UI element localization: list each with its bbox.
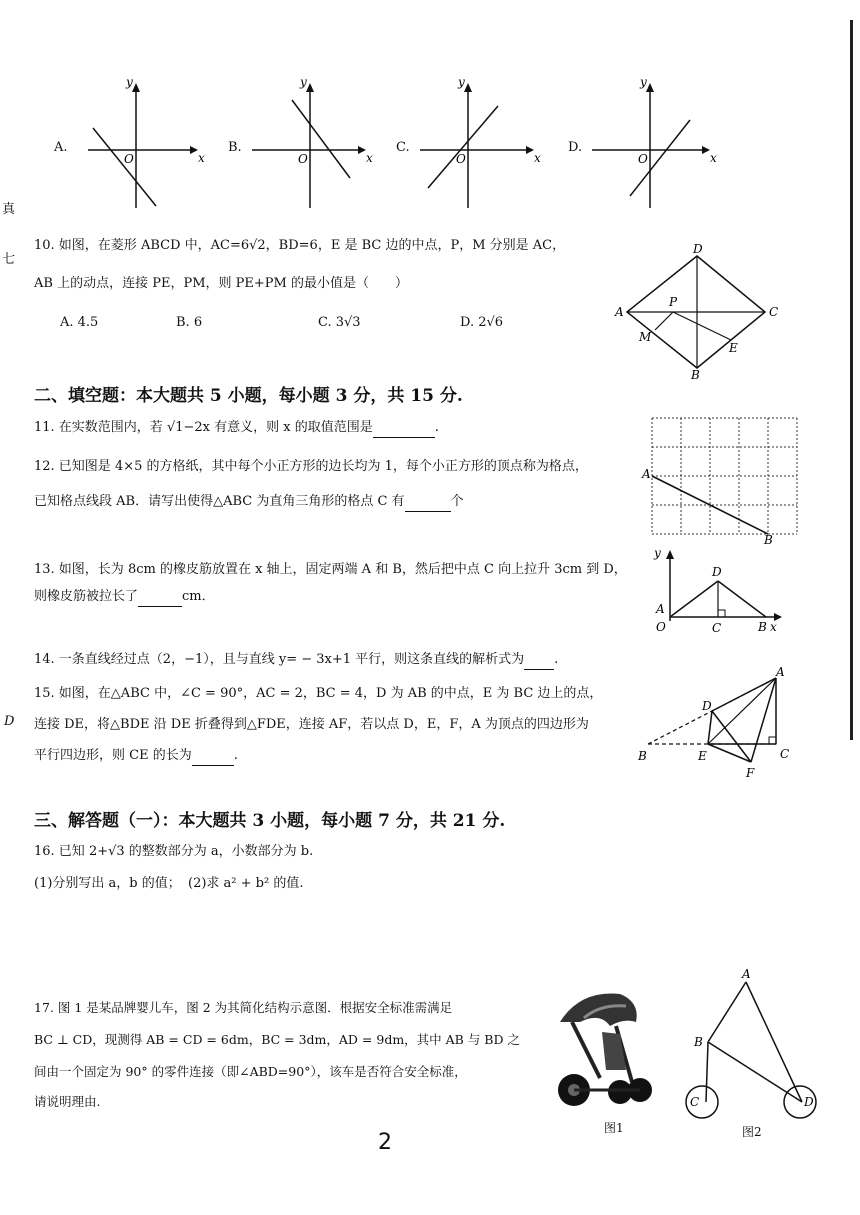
point-c-label: C bbox=[690, 1095, 700, 1109]
margin-mark: 七 bbox=[2, 252, 16, 267]
point-b-label: B bbox=[758, 620, 767, 634]
q9-graph-a bbox=[78, 78, 218, 213]
fig2-caption: 图2 bbox=[742, 1125, 762, 1139]
q9-option-label: C. bbox=[396, 140, 410, 155]
q14-answer-blank[interactable] bbox=[524, 669, 554, 670]
point-c-label: C bbox=[780, 747, 790, 761]
q10-rhombus-figure bbox=[605, 240, 795, 380]
point-b-label: B bbox=[764, 533, 773, 545]
q9-option-label: A. bbox=[54, 140, 68, 155]
x-axis-label: x bbox=[366, 151, 373, 165]
vertex-d-label: D bbox=[693, 242, 703, 256]
x-axis-label: x bbox=[198, 151, 205, 165]
q17-line2: BC ⊥ CD，现测得 AB = CD = 6dm，BC = 3dm，AD = 9dm，其中 AB 与 BD 之 bbox=[34, 1032, 520, 1047]
q9-options bbox=[40, 78, 740, 218]
origin-label: O bbox=[638, 152, 648, 166]
q14-text: 14. 一条直线经过点（2，−1），且与直线 y= − 3x+1 平行，则这条直线的解析式为 bbox=[34, 652, 525, 667]
origin-label: O bbox=[656, 620, 666, 634]
point-d-label: D bbox=[702, 699, 712, 713]
q12-line2 bbox=[34, 492, 464, 512]
y-axis-label: y bbox=[300, 78, 307, 89]
q17-structure-figure bbox=[680, 962, 820, 1122]
vertex-b-label: B bbox=[691, 368, 700, 380]
point-e-label: E bbox=[729, 341, 738, 355]
q14 bbox=[34, 650, 558, 670]
q15-answer-blank[interactable] bbox=[192, 765, 234, 766]
q15-line3 bbox=[34, 746, 238, 766]
origin-label: O bbox=[298, 152, 308, 166]
q15-text: 平行四边形，则 CE 的长为 bbox=[34, 748, 192, 763]
q10-option-a: A. 4.5 bbox=[60, 315, 99, 330]
fig1-caption: 图1 bbox=[604, 1121, 624, 1135]
point-f-label: F bbox=[746, 766, 755, 780]
q9-graph-c bbox=[420, 78, 560, 213]
x-axis-label: x bbox=[770, 620, 777, 634]
q9-graph-b bbox=[252, 78, 392, 213]
page-edge-rule bbox=[850, 20, 853, 740]
point-c-label: C bbox=[712, 621, 722, 635]
page-number: 2 bbox=[378, 1130, 392, 1155]
q16-line1: 16. 已知 2+√3 的整数部分为 a，小数部分为 b. bbox=[34, 844, 314, 859]
q12-answer-blank[interactable] bbox=[405, 511, 451, 512]
point-b-label: B bbox=[638, 749, 647, 763]
q12-text-end: 个 bbox=[450, 494, 464, 509]
origin-label: O bbox=[124, 152, 134, 166]
y-axis-label: y bbox=[654, 546, 661, 560]
q11-text: 11. 在实数范围内，若 √1−2x 有意义，则 x 的取值范围是 bbox=[34, 420, 373, 435]
q13-answer-blank[interactable] bbox=[138, 606, 182, 607]
point-m-label: M bbox=[639, 330, 652, 344]
q17-line1: 17. 图 1 是某品牌婴儿车，图 2 为其简化结构示意图．根据安全标准需满足 bbox=[34, 1000, 453, 1015]
vertex-a-label: A bbox=[615, 305, 624, 319]
section3-title: 三、解答题（一）：本大题共 3 小题，每小题 7 分，共 21 分. bbox=[34, 811, 506, 831]
margin-mark: D bbox=[4, 714, 15, 729]
q10-option-c: C. 3√3 bbox=[318, 315, 361, 330]
stroller-picture bbox=[540, 982, 660, 1114]
vertex-c-label: C bbox=[769, 305, 779, 319]
q15-text-end: . bbox=[233, 748, 238, 763]
origin-label: O bbox=[456, 152, 466, 166]
point-p-label: P bbox=[669, 295, 678, 309]
q14-text-end: . bbox=[554, 652, 559, 667]
q12-text: 已知格点线段 AB．请写出使得△ABC 为直角三角形的格点 C 有 bbox=[34, 494, 405, 509]
q10-option-b: B. 6 bbox=[176, 315, 203, 330]
q15-line2: 连接 DE，将△BDE 沿 DE 折叠得到△FDE，连接 AF，若以点 D，E，F，A 为顶点的四边形为 bbox=[34, 717, 589, 732]
y-axis-label: y bbox=[640, 78, 647, 89]
point-b-label: B bbox=[694, 1035, 703, 1049]
q13-line2 bbox=[34, 587, 215, 607]
q16-part2: (2)求 a² + b² 的值. bbox=[188, 876, 304, 891]
q15-line1: 15. 如图，在△ABC 中，∠C = 90°，AC = 2，BC = 4，D 为 AB 的中点，E 为 BC 边上的点， bbox=[34, 686, 603, 701]
q13-text-end: cm． bbox=[182, 589, 215, 604]
q17-line3: 间由一个固定为 90° 的零件连接（即∠ABD=90°），该车是否符合安全标准， bbox=[34, 1064, 467, 1079]
q10-stem-line1: 10. 如图，在菱形 ABCD 中，AC=6√2，BD=6，E 是 BC 边的中点，P，M 分别是 AC， bbox=[34, 238, 566, 253]
q13-figure bbox=[648, 545, 788, 635]
q10-option-d: D. 2√6 bbox=[460, 315, 504, 330]
x-axis-label: x bbox=[710, 151, 717, 165]
q13-text: 则橡皮筋被拉长了 bbox=[34, 589, 139, 604]
q9-graph-d bbox=[592, 78, 732, 213]
y-axis-label: y bbox=[126, 78, 133, 89]
y-axis-label: y bbox=[458, 78, 465, 89]
q11-answer-blank[interactable] bbox=[373, 437, 435, 438]
section2-title: 二、填空题：本大题共 5 小题，每小题 3 分，共 15 分. bbox=[34, 386, 463, 406]
point-d-label: D bbox=[804, 1095, 814, 1109]
q12-grid-figure bbox=[640, 410, 810, 545]
q9-option-label: B. bbox=[228, 140, 242, 155]
q9-option-label: D. bbox=[568, 140, 583, 155]
q16-part1: (1)分别写出 a，b 的值； bbox=[34, 876, 181, 891]
q13-line1: 13. 如图，长为 8cm 的橡皮筋放置在 x 轴上，固定两端 A 和 B，然后把中点 C 向上拉升 3cm 到 D， bbox=[34, 562, 627, 577]
q17-line4: 请说明理由. bbox=[34, 1094, 101, 1109]
point-a-label: A bbox=[642, 467, 651, 481]
margin-mark: 真 bbox=[2, 202, 16, 217]
x-axis-label: x bbox=[534, 151, 541, 165]
point-e-label: E bbox=[698, 749, 707, 763]
q12-line1: 12. 已知图是 4×5 的方格纸，其中每个小正方形的边长均为 1，每个小正方形的顶点称为格点， bbox=[34, 459, 588, 474]
point-d-label: D bbox=[712, 565, 722, 579]
point-a-label: A bbox=[656, 602, 665, 616]
q11-text-end: . bbox=[434, 420, 439, 435]
point-a-label: A bbox=[776, 665, 785, 679]
q15-figure bbox=[636, 664, 806, 784]
q11 bbox=[34, 418, 439, 438]
q10-stem-line2: AB 上的动点，连接 PE，PM，则 PE+PM 的最小值是（ ） bbox=[34, 276, 408, 291]
point-a-label: A bbox=[742, 967, 751, 981]
